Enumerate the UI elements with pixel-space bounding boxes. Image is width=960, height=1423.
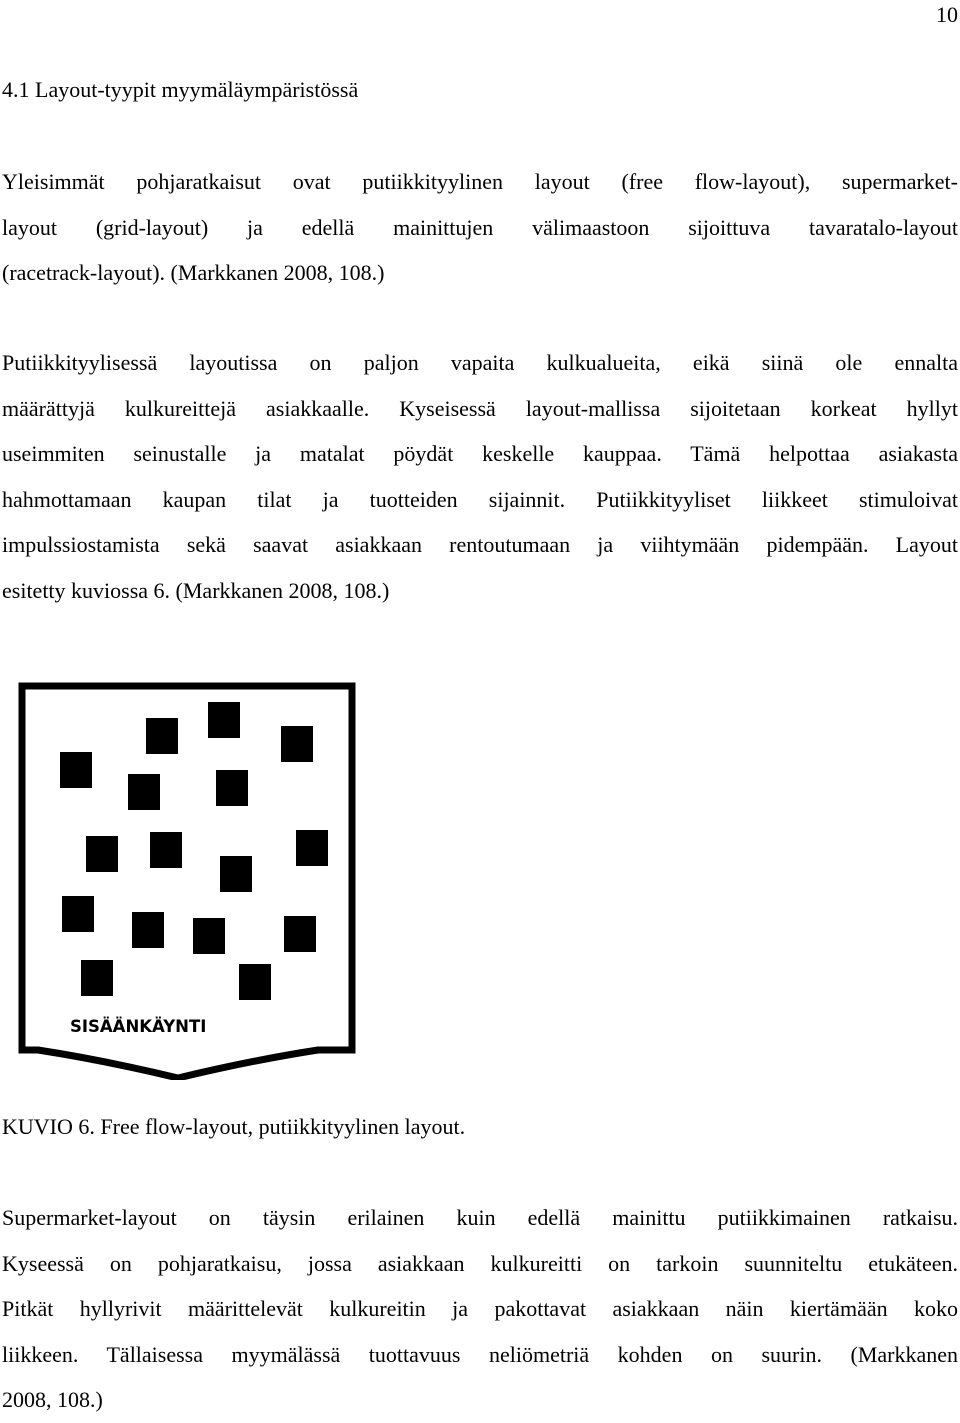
text-line: Kyseessä on pohjaratkaisu, jossa asiakkaan kulkureitti on tarkoin suunniteltu etukäteen. xyxy=(2,1250,958,1276)
section-heading: 4.1 Layout-tyypit myymäläympäristössä xyxy=(2,77,359,102)
text-line: liikkeen. Tällaisessa myymälässä tuottavuus neliömetriä kohden on suurin. (Markkanen xyxy=(2,1341,958,1367)
paragraph-supermarket xyxy=(2,1195,958,1423)
table-block xyxy=(132,912,164,948)
table-block xyxy=(208,702,240,738)
text-line: hahmottamaan kaupan tilat ja tuotteiden sijainnit. Putiikkityyliset liikkeet stimuloivat xyxy=(2,486,958,512)
text-line: Supermarket-layout on täysin erilainen kuin edellä mainittu putiikkimainen ratkaisu. xyxy=(2,1205,958,1230)
table-block xyxy=(81,960,113,996)
text-line: Putiikkityylisessä layoutissa on paljon vapaita kulkualueita, eikä siinä ole ennalta xyxy=(2,350,958,375)
text-line: 2008, 108.) xyxy=(2,1387,103,1412)
table-block xyxy=(62,896,94,932)
text-line: Pitkät hyllyrivit määrittelevät kulkureitin ja pakottavat asiakkaan näin kiertämään koko xyxy=(2,1296,958,1321)
table-block xyxy=(60,752,92,788)
table-block xyxy=(193,918,225,954)
text-line: määrättyjä kulkureittejä asiakkaalle. Kyseisessä layout-mallissa sijoitetaan korkeat hyllyt xyxy=(2,395,958,421)
text-line: Yleisimmät pohjaratkaisut ovat putiikkityylinen layout (free flow-layout), supermarket- xyxy=(2,169,958,194)
text-line: (racetrack-layout). (Markkanen 2008, 108.) xyxy=(2,260,385,285)
table-block xyxy=(128,774,160,810)
paragraph-free-flow xyxy=(2,340,958,613)
table-block xyxy=(86,836,118,872)
table-block xyxy=(239,964,271,1000)
page-number: 10 xyxy=(936,2,958,27)
text-line: layout (grid-layout) ja edellä mainittujen välimaastoon sijoittuva tavaratalo-layout xyxy=(2,214,958,240)
figure-caption: KUVIO 6. Free flow-layout, putiikkityylinen layout. xyxy=(2,1114,466,1139)
table-block xyxy=(150,832,182,868)
table-block xyxy=(146,718,178,754)
table-block xyxy=(216,770,248,806)
entrance-label: SISÄÄNKÄYNTI xyxy=(70,1017,207,1036)
text-line: useimmiten seinustalle ja matalat pöydät keskelle kauppaa. Tämä helpottaa asiakasta xyxy=(2,441,958,466)
floor-plan-diagram xyxy=(18,682,356,1080)
table-block xyxy=(296,830,328,866)
text-line: esitetty kuviossa 6. (Markkanen 2008, 108.) xyxy=(2,577,390,603)
table-block xyxy=(220,856,252,892)
table-block xyxy=(284,916,316,952)
paragraph-intro xyxy=(2,159,958,296)
free-flow-layout-figure xyxy=(18,682,356,1080)
text-line: impulssiostamista sekä saavat asiakkaan rentoutumaan ja viihtymään pidempään. Layout xyxy=(2,532,958,557)
table-block xyxy=(281,726,313,762)
